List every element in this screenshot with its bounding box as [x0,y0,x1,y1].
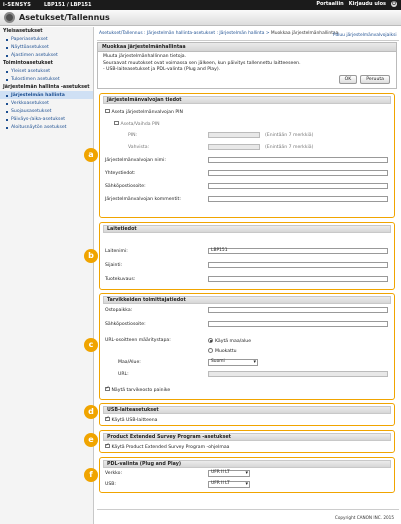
logout-link[interactable]: Kirjaudu ulos [348,1,386,7]
pin-label: PIN: [128,133,138,138]
use-usb-checkbox[interactable] [105,417,110,422]
network-label: Verkko: [105,471,123,476]
section-device-info [99,222,395,290]
callout-f: f [84,468,98,482]
confirm-label: Vahvista: [128,145,150,150]
description-input[interactable] [208,276,388,282]
confirm-pin-input[interactable] [208,144,260,150]
country-select[interactable]: Suomi ▾ [208,359,258,366]
callout-e: e [84,433,98,447]
sidebar-item-home[interactable]: Aloitusnäytön asetukset [0,123,93,131]
edit-panel [97,42,397,89]
radio-custom[interactable] [208,348,213,353]
sidebar-item-printer[interactable]: Tulostimen asetukset [0,75,93,83]
set-pin-row[interactable] [105,109,183,115]
use-usb-row[interactable] [105,417,157,423]
supplier-input[interactable] [208,307,388,313]
show-button-checkbox[interactable] [105,387,110,392]
contact-input[interactable] [208,170,388,176]
panel-buttons [339,75,390,84]
use-program-label: Käytä Product Extended Survey Program -ohjelmaa [111,444,230,450]
panel-description [98,52,396,76]
device-model: LBP151 / LBP151 [44,2,92,8]
callout-c: c [84,338,98,352]
sidebar-group-management: Järjestelmän hallinta -asetukset [3,85,90,90]
use-usb-label: Käytä USB-laitteena [111,417,158,423]
change-pin-label: Aseta/Vaihda PIN [120,121,160,127]
callout-a: a [84,148,98,162]
device-name-input[interactable]: LBP151 [208,248,388,254]
breadcrumb-links[interactable]: Asetukset/Tallennus : Järjestelmän hallinta-asetukset : Järjestelmän hallinta > [99,31,271,36]
location-label: Sijainti: [105,263,123,268]
section-title: Tarvikkeiden toimittajatiedot [103,296,391,304]
sidebar-item-paper[interactable]: Paperiasetukset [0,35,93,43]
network-pdl-select[interactable]: UFR II LT ▾ [208,470,250,477]
radio-custom-row[interactable] [208,348,237,354]
url-method-label: URL-osoitteen määritystapa: [105,338,171,343]
supplier-label: Ostopaikka: [105,308,133,313]
page-header [0,10,401,26]
sidebar-item-display[interactable]: Näyttöasetukset [0,43,93,51]
section-title: PDL-valinta (Plug and Play) [103,460,391,468]
section-survey-program [99,430,395,453]
show-button-row[interactable] [105,387,170,393]
ok-button[interactable]: OK [339,75,358,84]
supplier-email-input[interactable] [208,321,388,327]
email-label: Sähköpostiosoite: [105,184,146,189]
pin-hint: (Enintään 7 merkkiä) [265,133,314,138]
cancel-button[interactable]: Peruuta [360,75,390,84]
use-program-row[interactable] [105,444,229,450]
set-pin-label: Aseta järjestelmänvalvojan PIN [111,109,183,115]
description-label: Tuotekuvaus: [105,277,136,282]
callout-b: b [84,249,98,263]
breadcrumb-path[interactable] [99,31,338,36]
radio-default-label: Käytä maa/alue [215,339,252,344]
url-label: URL: [118,372,129,377]
radio-default[interactable] [208,338,213,343]
sidebar-group-function: Toimintoasetukset [3,61,53,66]
top-links [316,1,397,7]
location-input[interactable] [208,262,388,268]
comments-input[interactable] [208,196,388,202]
sidebar-item-system-management[interactable]: Järjestelmän hallinta [0,91,93,99]
section-title: Laitetiedot [103,225,391,233]
sidebar-group-general: Yleisasetukset [3,29,43,34]
info-line: - USB-laiteasetukset ja PDL-valinta (Plug and Play). [103,67,221,72]
section-supplier-info [99,293,395,400]
section-usb [99,403,395,426]
comments-label: Järjestelmänvalvojan kommentit: [105,197,181,202]
pin-input[interactable] [208,132,260,138]
brand-logo: i-SENSYS [3,2,32,8]
change-pin-checkbox[interactable] [114,121,119,126]
radio-custom-label: Muokattu [215,349,237,354]
sidebar-item-common[interactable]: Yleiset asetukset [0,67,93,75]
return-admin-link[interactable]: Paluu järjestelmänvalvojaiksi [333,33,397,38]
gear-icon [4,12,15,23]
url-input[interactable] [208,371,388,377]
radio-default-row[interactable] [208,338,251,344]
confirm-hint: (Enintään 7 merkkiä) [265,145,314,150]
section-title: USB-laiteasetukset [103,406,391,414]
country-label: Maa/Alue: [118,360,141,365]
usb-pdl-select[interactable]: UFR II LT ▾ [208,481,250,488]
top-bar [0,0,401,10]
sidebar [0,27,94,524]
change-pin-row[interactable] [114,121,160,127]
sidebar-item-network[interactable]: Verkkoasetukset [0,99,93,107]
device-name-label: Laitenimi: [105,249,128,254]
info-line: Muuta järjestelmänhallinnan tietoja. [103,54,187,59]
portal-link[interactable]: Portaaliin [316,1,344,7]
section-admin-info [99,93,395,218]
usb-label: USB: [105,482,116,487]
sidebar-item-timer[interactable]: Ajastimen asetukset [0,51,93,59]
sidebar-item-security[interactable]: Suojausasetukset [0,107,93,115]
breadcrumb-current: Muokkaa järjestelmänhallintaa [270,31,339,36]
info-line: Seuraavat muutokset ovat voimassa sen jälkeen, kun päivitys tallennettu laitteeseen. [103,60,301,66]
logout-icon[interactable]: ⏻ [392,1,396,7]
section-pdl [99,457,395,493]
copyright: Copyright CANON INC. 2015 [334,515,394,520]
callout-d: d [84,405,98,419]
section-title: Product Extended Survey Program -asetukset [103,433,391,441]
panel-title: Muokkaa järjestelmänhallintaa [98,43,396,52]
footer [97,509,399,522]
page-title: Asetukset/Tallennus [19,13,110,22]
supplier-email-label: Sähköpostiosoite: [105,322,146,327]
use-program-checkbox[interactable] [105,444,110,449]
sidebar-item-datetime[interactable]: Päiväys-/aika-asetukset [0,115,93,123]
set-pin-checkbox[interactable] [105,109,110,114]
contact-label: Yhteystiedot: [105,171,136,176]
show-button-label: Näytä tarvikeosto painike [111,387,171,393]
admin-name-label: Järjestelmänvalvojan nimi: [105,158,166,163]
admin-name-input[interactable] [208,157,388,163]
email-input[interactable] [208,183,388,189]
section-title: Järjestelmänvalvojan tiedot [103,96,391,104]
